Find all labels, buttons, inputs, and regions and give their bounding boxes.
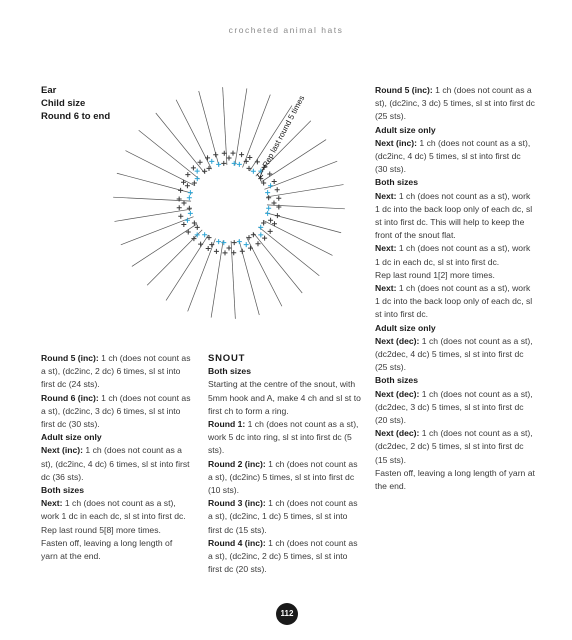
instruction-label: Next (dec): (375, 335, 420, 346)
instruction-text: Fasten off, leaving a long length of yarn at the end. (375, 467, 535, 492)
instruction-label: Round 5 (inc): (41, 353, 99, 363)
chart-spoke (156, 113, 205, 174)
subheading: Adult size only (375, 322, 436, 333)
stitch-symbol (198, 160, 203, 165)
chart-annotation: Rep last round 5 times (260, 94, 307, 169)
stitch-symbol (244, 242, 249, 247)
instruction-text: 1 ch (does not count as a st), work 1 dc into the back loop only of each dc, sl st into first dc. (375, 283, 533, 320)
page-number: 112 (276, 603, 298, 625)
stitch-symbol (267, 172, 272, 177)
instruction-text: 1 ch (does not count as a st), work 1 dc into the back loop only of each dc, sl st into first dc. This will help to keep the front of the snout flat. (375, 190, 533, 241)
stitch-symbol (272, 179, 277, 184)
chart-spoke (176, 100, 212, 169)
instruction-text: 1 ch (does not count as a st), (dc2inc, 3 dc) 5 times, sl st into first dc (25 sts). (375, 85, 535, 122)
stitch-symbol (185, 172, 190, 177)
instruction (375, 242, 535, 268)
stitch-symbol (237, 239, 242, 244)
instruction-label: Next (dec): (375, 428, 420, 439)
stitch-symbol (191, 165, 196, 170)
stitch-symbol (230, 151, 235, 156)
chart-spoke (114, 209, 191, 221)
instruction (41, 352, 191, 392)
stitch-symbol (275, 187, 280, 192)
instruction (375, 269, 535, 282)
stitch-symbol (195, 169, 200, 174)
subheading: Both sizes (375, 177, 418, 188)
instruction (208, 497, 363, 537)
instruction-label: Round 4 (inc): (208, 537, 266, 548)
instruction (375, 282, 535, 322)
stitch-symbol (182, 201, 187, 206)
instruction-label: Round 1: (208, 419, 246, 430)
instruction (375, 388, 535, 428)
stitch-symbol (178, 188, 183, 193)
ear-crochet-chart (100, 85, 360, 335)
instruction (375, 427, 535, 467)
stitch-symbol (216, 239, 221, 244)
stitch-symbol (266, 206, 271, 211)
stitch-symbol (216, 162, 221, 167)
stitch-symbol (205, 155, 210, 160)
diagram-heading-line: Round 6 to end (41, 111, 111, 122)
stitch-symbol (268, 218, 273, 223)
subheading: Both sizes (41, 485, 84, 496)
chart-spoke (188, 239, 216, 312)
instruction (375, 467, 535, 493)
instruction-label: Next (inc): (41, 445, 84, 456)
stitch-symbol (248, 246, 253, 251)
stitch-symbol (213, 152, 218, 157)
instruction-label: Next: (375, 243, 397, 254)
instruction (41, 392, 191, 432)
instruction-text: 1 ch (does not count as a st), work 1 dc in each dc, sl st into first dc. (375, 243, 531, 267)
instruction-text: 1 ch (does not count as a st), (dc2dec, 3 dc) 5 times, sl st into first dc (20 sts). (375, 388, 533, 426)
stitch-symbol (209, 159, 214, 164)
instruction-text: 1 ch (does not count as a st), (dc2dec, 2 dc) 5 times, sl st into first dc (15 sts). (375, 428, 533, 465)
stitch-symbol (255, 159, 260, 164)
stitch-symbol (237, 162, 242, 167)
stitch-symbol (227, 156, 232, 161)
subheading: Both sizes (375, 375, 418, 386)
stitch-symbol (272, 221, 277, 226)
stitch-symbol (178, 214, 183, 219)
stitch-symbol (275, 213, 280, 218)
instruction-text: 1 ch (does not count as a st), (dc2inc, 4 dc) 6 times, sl st into first dc (36 sts). (41, 445, 190, 482)
stitch-symbol (251, 232, 256, 237)
instructions-column-left (41, 352, 191, 563)
instruction-text: Fasten off, leaving a long length of yarn at the end. (41, 537, 173, 562)
instruction (41, 497, 191, 523)
instructions-column-right (375, 84, 535, 493)
stitch-symbol (265, 211, 270, 216)
stitch-symbol (207, 235, 212, 240)
instruction (375, 84, 535, 124)
stitch-symbol (247, 166, 252, 171)
chart-spoke (235, 88, 247, 165)
chart-spoke (246, 237, 282, 306)
instruction-label: Next: (375, 283, 397, 294)
chart-spoke (263, 220, 333, 255)
instruction (208, 458, 363, 498)
stitch-symbol (177, 205, 182, 210)
chart-spoke (264, 161, 337, 189)
stitch-symbol (258, 225, 263, 230)
running-head: crocheted animal hats (228, 25, 344, 35)
stitch-symbol (206, 246, 211, 251)
chart-spoke (267, 185, 344, 197)
chart-spoke (259, 227, 320, 276)
instruction (208, 537, 363, 577)
instruction-label: Next: (41, 498, 63, 509)
subheading: Both sizes (208, 366, 251, 377)
stitch-symbol (223, 250, 228, 255)
instruction (208, 378, 363, 418)
instruction-text: 1 ch (does not count as a st), (dc2inc, 4 dc) 5 times, sl st into first dc (30 sts). (375, 137, 531, 175)
instruction-label: Round 2 (inc): (208, 458, 266, 469)
stitch-symbol (188, 190, 193, 195)
instruction (375, 137, 535, 177)
instruction-text: 1 ch (does not count as a st), (dc2inc, 2 dc) 6 times, sl st into first dc (24 sts). (41, 353, 191, 390)
stitch-symbol (188, 211, 193, 216)
stitch-symbol (255, 241, 260, 246)
stitch-symbol (202, 232, 207, 237)
stitch-symbol (262, 236, 267, 241)
instruction-label: Round 5 (inc): (375, 85, 433, 95)
instruction-text: 1 ch (does not count as a st), (dc2inc, 3 dc) 6 times, sl st into first dc (30 sts). (41, 392, 191, 430)
stitch-symbol (195, 176, 200, 181)
instruction (375, 335, 535, 375)
stitch-symbol (227, 246, 232, 251)
subheading: Adult size only (41, 432, 102, 443)
stitch-symbol (232, 161, 237, 166)
stitch-symbol (268, 229, 273, 234)
chart-spoke (126, 151, 196, 186)
stitch-symbol (239, 152, 244, 157)
instruction-text: 1 ch (does not count as a st), work 1 dc in each dc, sl st into first dc. (41, 498, 186, 522)
stitch-symbol (185, 183, 190, 188)
stitch-symbol (186, 229, 191, 234)
stitch-symbol (181, 222, 186, 227)
chart-spoke (211, 241, 223, 318)
section-title-snout: SNOUT (208, 353, 246, 364)
stitch-symbol (258, 232, 263, 237)
instruction-label: Next: (375, 190, 397, 201)
instruction-text: Rep last round 1[2] more times. (375, 269, 495, 280)
instruction (41, 537, 191, 563)
instruction-text: 1 ch (does not count as a st), (dc2inc) 5 times, sl st into first dc (10 sts). (208, 458, 358, 496)
instruction (41, 444, 191, 484)
chart-spoke (139, 130, 200, 179)
instruction-label: Round 6 (inc): (41, 392, 99, 403)
stitch-symbol (265, 190, 270, 195)
instruction-label: Next (dec): (375, 388, 420, 399)
stitch-symbol (247, 235, 252, 240)
chart-spoke (253, 232, 302, 293)
stitch-symbol (221, 161, 226, 166)
subheading: Adult size only (375, 124, 436, 135)
instruction-text: 1 ch (does not count as a st), (dc2inc, 1 dc) 5 times, sl st into first dc (15 sts). (208, 498, 358, 535)
diagram-heading-line: Child size (41, 98, 86, 109)
stitch-symbol (195, 225, 200, 230)
diagram-heading-line: Ear (41, 85, 57, 96)
chart-spoke (121, 217, 194, 245)
instructions-column-middle (208, 352, 363, 576)
instruction-text: Rep last round 5[8] more times. (41, 524, 161, 535)
stitch-symbol (240, 249, 245, 254)
stitch-symbol (181, 180, 186, 185)
stitch-symbol (221, 240, 226, 245)
stitch-symbol (232, 240, 237, 245)
stitch-symbol (202, 169, 207, 174)
stitch-symbol (198, 242, 203, 247)
instruction (208, 418, 363, 458)
stitch-symbol (251, 169, 256, 174)
instruction-text: 1 ch (does not count as a st), work 5 dc into ring, sl st into first dc (5 sts). (208, 419, 359, 456)
stitch-symbol (214, 249, 219, 254)
stitch-symbol (187, 195, 192, 200)
instruction-label: Next (inc): (375, 137, 418, 148)
instruction (41, 524, 191, 537)
instruction-text: 1 ch (does not count as a st), (dc2dec, 4 dc) 5 times, sl st into first dc (25 sts). (375, 335, 533, 373)
stitch-symbol (247, 155, 252, 160)
instruction-label: Round 3 (inc): (208, 498, 266, 509)
instruction-text: Starting at the centre of the snout, with 5mm hook and A, make 4 ch and sl st to first ch to form a ring. (208, 379, 361, 416)
stitch-symbol (207, 166, 212, 171)
instruction-text: 1 ch (does not count as a st), (dc2inc, 2 dc) 5 times, sl st into first dc (20 sts). (208, 537, 358, 575)
chart-spokes (113, 87, 345, 319)
stitch-symbol (276, 196, 281, 201)
instruction (375, 190, 535, 243)
stitch-symbol (272, 201, 277, 206)
